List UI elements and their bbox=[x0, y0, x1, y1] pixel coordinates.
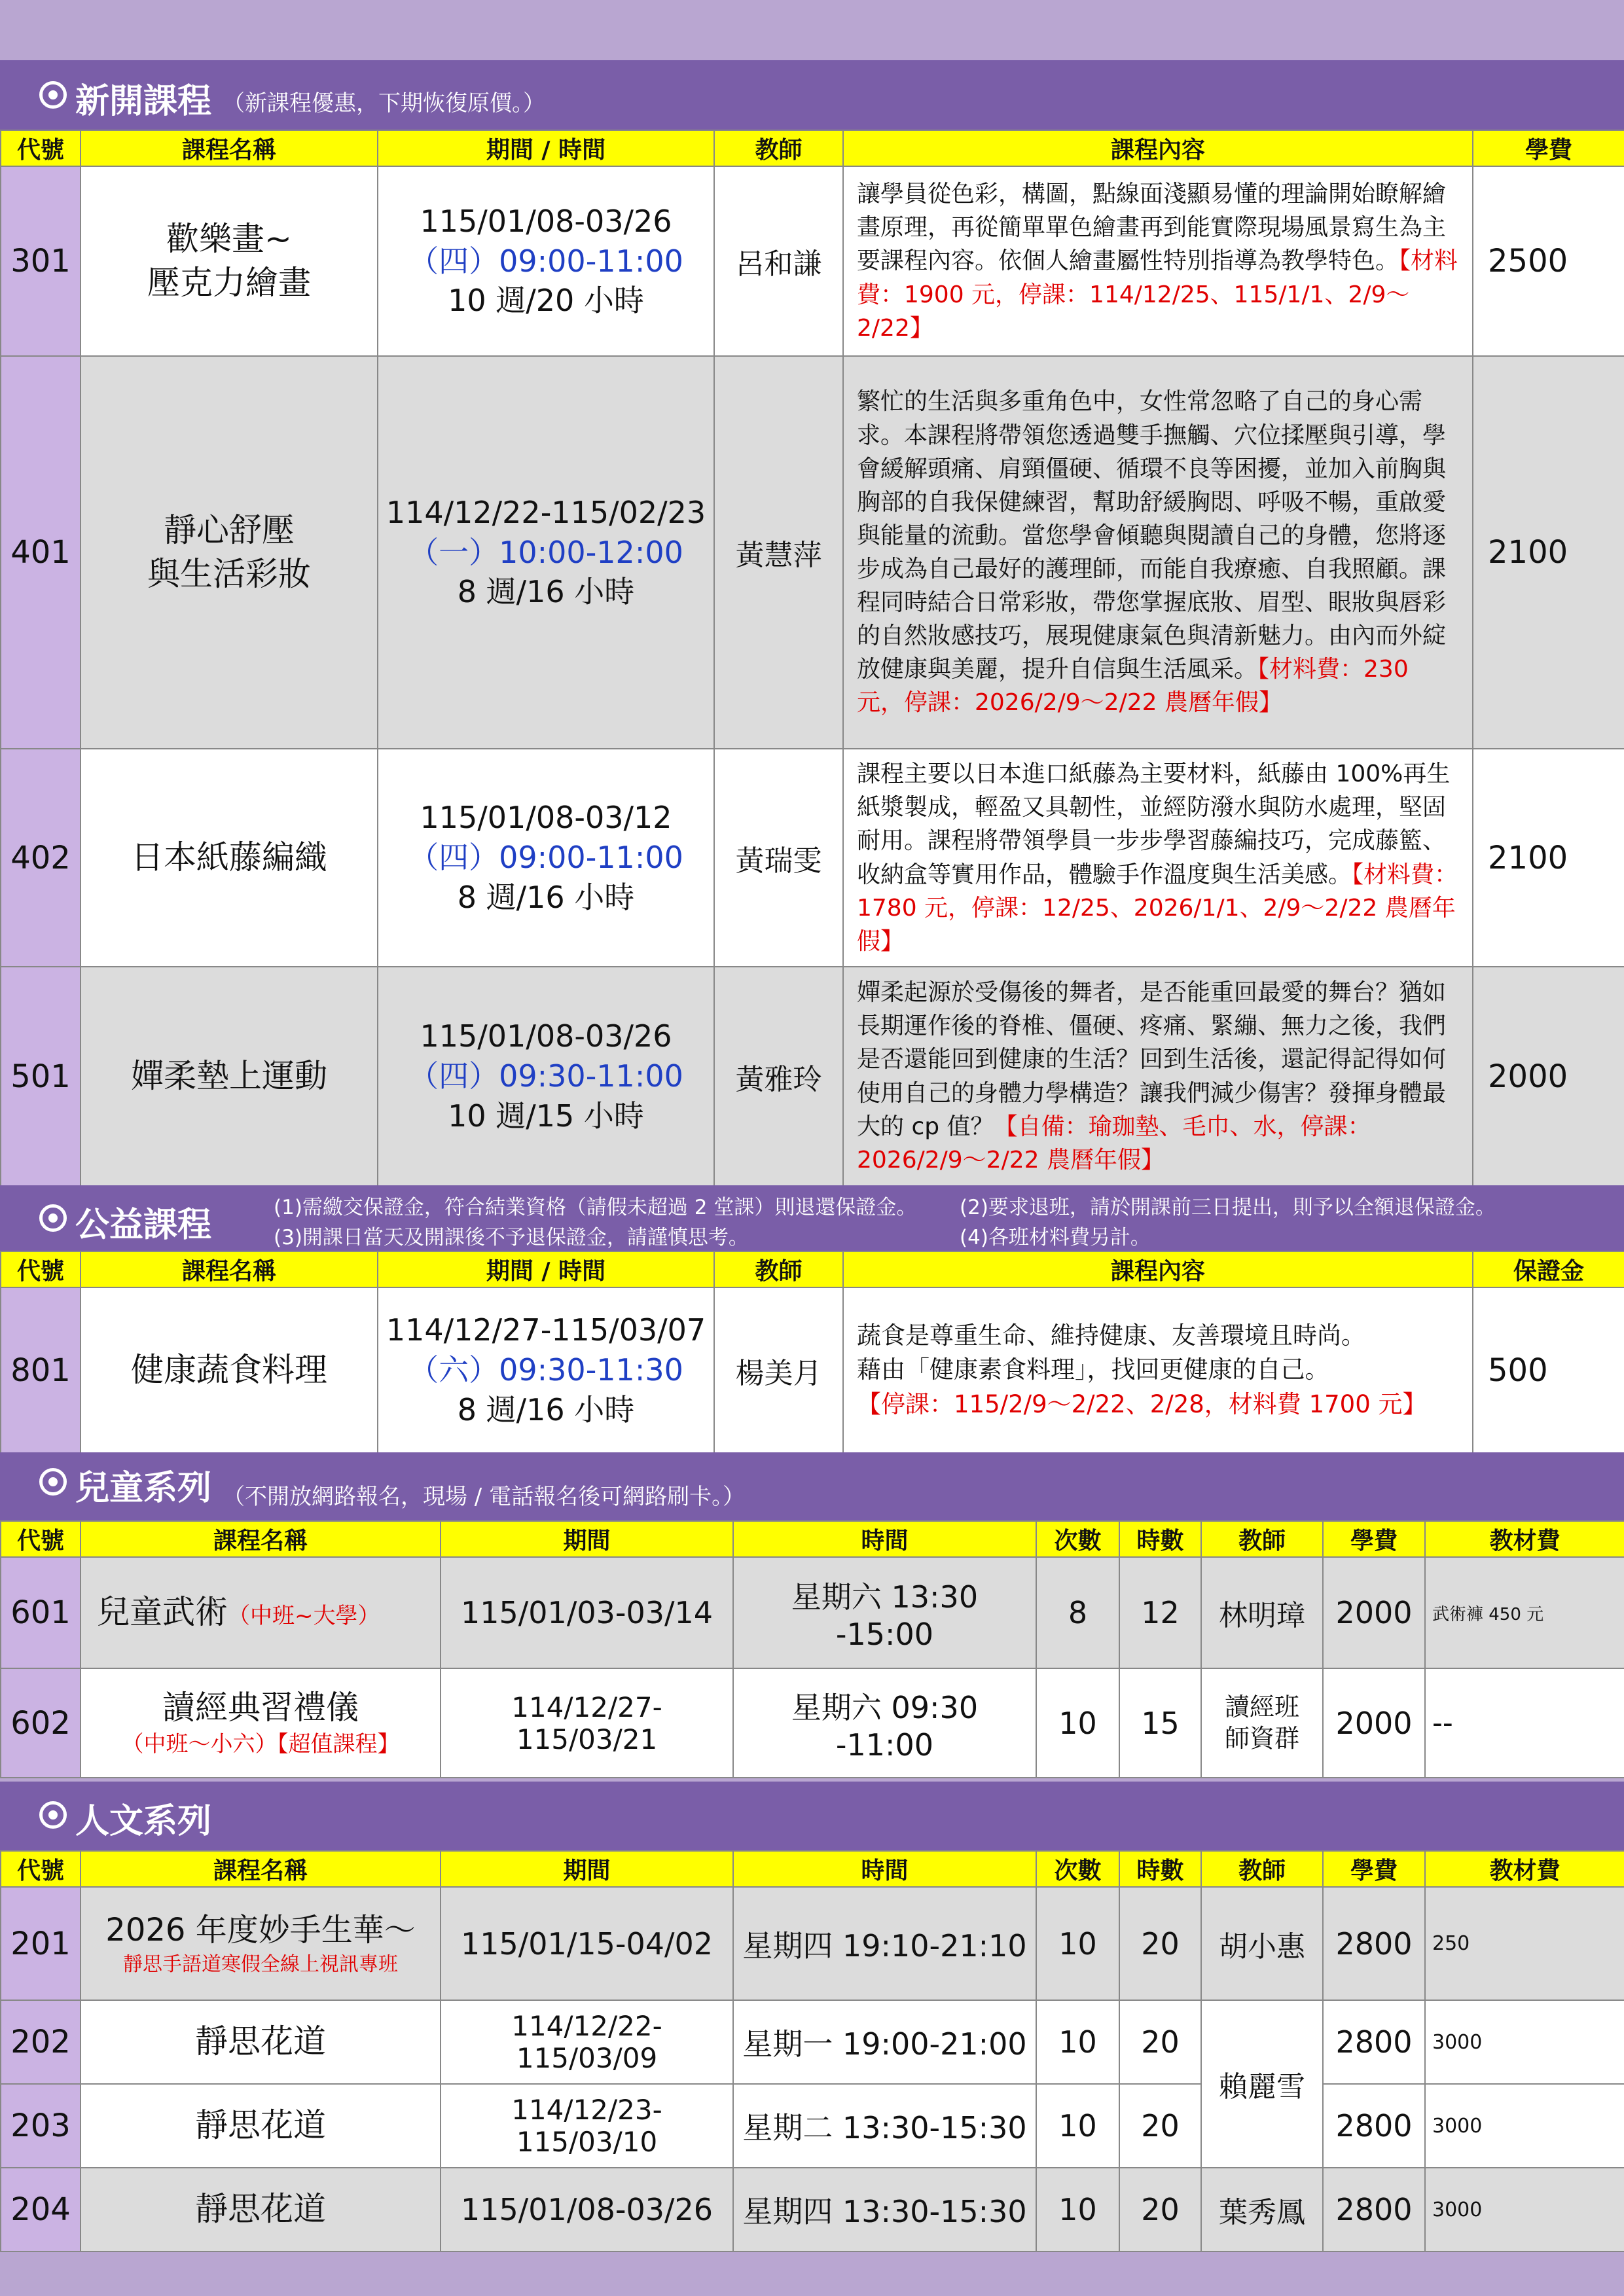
course-teacher: 黃雅玲 bbox=[714, 967, 843, 1186]
course-code: 801 bbox=[1, 1287, 81, 1453]
section-banner-charity bbox=[0, 1185, 1624, 1251]
course-fee: 2000 bbox=[1323, 1557, 1425, 1668]
course-period: 115/01/08-03/26 bbox=[441, 2168, 733, 2251]
header-content: 課程內容 bbox=[843, 130, 1473, 166]
course-hours: 20 bbox=[1119, 2168, 1201, 2251]
header-period: 期間 bbox=[441, 1521, 733, 1557]
course-period: 115/01/03-03/14 bbox=[441, 1557, 733, 1668]
course-hours: 12 bbox=[1119, 1557, 1201, 1668]
course-times: 8 bbox=[1036, 1557, 1119, 1668]
table-row bbox=[1, 1557, 1624, 1668]
course-name: 靜思花道 bbox=[81, 2168, 441, 2251]
header-fee: 學費 bbox=[1323, 1851, 1425, 1887]
course-code: 201 bbox=[1, 1887, 81, 2000]
course-teacher: 黃慧萍 bbox=[714, 356, 843, 749]
section-banner-humanities bbox=[0, 1782, 1624, 1850]
course-period: 114/12/22-115/03/09 bbox=[441, 2000, 733, 2084]
section-banner-new bbox=[0, 60, 1624, 130]
course-code: 601 bbox=[1, 1557, 81, 1668]
header-hours: 時數 bbox=[1119, 1521, 1201, 1557]
course-fee: 2100 bbox=[1473, 356, 1624, 749]
charity-note-4: (4)各班材料費另計。 bbox=[960, 1226, 1151, 1249]
header-period: 期間 / 時間 bbox=[378, 1251, 714, 1287]
table-row bbox=[1, 166, 1624, 356]
table-row bbox=[1, 1668, 1624, 1778]
course-teacher: 胡小惠 bbox=[1201, 1887, 1323, 2000]
section-title: 兒童系列 bbox=[75, 1469, 212, 1508]
course-teacher: 林明璋 bbox=[1201, 1557, 1323, 1668]
header-materials: 教材費 bbox=[1425, 1521, 1624, 1557]
course-teacher: 黃瑞雯 bbox=[714, 749, 843, 967]
section-title: 人文系列 bbox=[75, 1802, 212, 1841]
course-name: 兒童武術（中班~大學） bbox=[81, 1557, 441, 1668]
course-hours: 20 bbox=[1119, 2084, 1201, 2168]
course-materials: 250 bbox=[1425, 1887, 1624, 2000]
course-fee: 2800 bbox=[1323, 2084, 1425, 2168]
course-content: 蔬食是尊重生命、維持健康、友善環境且時尚。 藉由「健康素食料理」，找回更健康的自己。 【停課：115/2/9～2/22、2/28，材料費 1700 元】 bbox=[843, 1287, 1473, 1453]
course-code: 202 bbox=[1, 2000, 81, 2084]
course-teacher: 葉秀鳳 bbox=[1201, 2168, 1323, 2251]
course-materials: -- bbox=[1425, 1668, 1624, 1778]
course-fee: 2000 bbox=[1323, 1668, 1425, 1778]
course-code: 301 bbox=[1, 166, 81, 356]
course-period: 115/01/08-03/12 （四）09:00-11:00 8 週/16 小時 bbox=[378, 749, 714, 967]
table-row bbox=[1, 2084, 1624, 2168]
course-time: 星期六 09:30 -11:00 bbox=[733, 1668, 1036, 1778]
header-deposit: 保證金 bbox=[1473, 1251, 1624, 1287]
course-period: 115/01/15-04/02 bbox=[441, 1887, 733, 2000]
header-fee: 學費 bbox=[1473, 130, 1624, 166]
course-hours: 15 bbox=[1119, 1668, 1201, 1778]
section-title: 公益課程 bbox=[75, 1206, 212, 1245]
course-name: 嬋柔墊上運動 bbox=[81, 967, 378, 1186]
course-fee: 2100 bbox=[1473, 749, 1624, 967]
course-deposit: 500 bbox=[1473, 1287, 1624, 1453]
course-teacher: 呂和謙 bbox=[714, 166, 843, 356]
header-period: 期間 bbox=[441, 1851, 733, 1887]
course-materials: 3000 bbox=[1425, 2168, 1624, 2251]
course-period: 114/12/22-115/02/23 （一）10:00-12:00 8 週/16 小時 bbox=[378, 356, 714, 749]
course-code: 501 bbox=[1, 967, 81, 1186]
course-name: 2026 年度妙手生華～ 靜思手語道寒假全線上視訊專班 bbox=[81, 1887, 441, 2000]
header-fee: 學費 bbox=[1323, 1521, 1425, 1557]
course-fee: 2000 bbox=[1473, 967, 1624, 1186]
header-time: 時間 bbox=[733, 1521, 1036, 1557]
header-name: 課程名稱 bbox=[81, 1251, 378, 1287]
course-time: 星期二 13:30-15:30 bbox=[733, 2084, 1036, 2168]
section-note: （不開放網路報名，現場 / 電話報名後可網路刷卡。） bbox=[223, 1484, 746, 1510]
charity-note-1: (1)需繳交保證金，符合結業資格（請假未超過 2 堂課）則退還保證金。 bbox=[274, 1196, 917, 1219]
course-code: 602 bbox=[1, 1668, 81, 1778]
course-fee: 2500 bbox=[1473, 166, 1624, 356]
charity-note-2: (2)要求退班，請於開課前三日提出，則予以全額退保證金。 bbox=[960, 1196, 1496, 1219]
new-courses-table bbox=[0, 130, 1624, 1187]
humanities-courses-table bbox=[0, 1850, 1624, 2252]
course-times: 10 bbox=[1036, 2000, 1119, 2084]
course-times: 10 bbox=[1036, 2084, 1119, 2168]
table-row bbox=[1, 967, 1624, 1186]
table-row bbox=[1, 749, 1624, 967]
course-teacher: 賴麗雪 bbox=[1201, 2000, 1323, 2168]
charity-note-3: (3)開課日當天及開課後不予退保證金，請謹慎思考。 bbox=[274, 1226, 749, 1249]
course-code: 204 bbox=[1, 2168, 81, 2251]
header-code: 代號 bbox=[1, 1521, 81, 1557]
course-fee: 2800 bbox=[1323, 2168, 1425, 2251]
course-fee: 2800 bbox=[1323, 2000, 1425, 2084]
course-content: 嬋柔起源於受傷後的舞者，是否能重回最愛的舞台？猶如長期運作後的脊椎、僵硬、疼痛、緊繃、無力之後，我們是否還能回到健康的生活？回到生活後，還記得記得如何使用自己的身體力學構造？讓我們減少傷害？發揮身體最大的 cp 值？【自備：瑜珈墊、毛巾、水，停課：2026/2/9～2/22 農曆年假】 bbox=[843, 967, 1473, 1186]
section-title: 新開課程 bbox=[75, 82, 212, 121]
course-period: 114/12/23-115/03/10 bbox=[441, 2084, 733, 2168]
course-period: 114/12/27-115/03/21 bbox=[441, 1668, 733, 1778]
header-time: 時間 bbox=[733, 1851, 1036, 1887]
section-note: （新課程優惠，下期恢復原價。） bbox=[223, 90, 545, 117]
section-banner-kids bbox=[0, 1452, 1624, 1520]
table-row bbox=[1, 1887, 1624, 2000]
course-name: 靜心舒壓 與生活彩妝 bbox=[81, 356, 378, 749]
header-code: 代號 bbox=[1, 130, 81, 166]
header-name: 課程名稱 bbox=[81, 1521, 441, 1557]
header-code: 代號 bbox=[1, 1851, 81, 1887]
course-hours: 20 bbox=[1119, 2000, 1201, 2084]
course-name: 靜思花道 bbox=[81, 2084, 441, 2168]
course-times: 10 bbox=[1036, 2168, 1119, 2251]
table-row bbox=[1, 2168, 1624, 2251]
target-icon bbox=[39, 81, 67, 109]
course-content: 繁忙的生活與多重角色中，女性常忽略了自己的身心需求。本課程將帶領您透過雙手撫觸、穴位揉壓與引導，學會緩解頭痛、肩頸僵硬、循環不良等困擾，並加入前胸與胸部的自我保健練習，幫助舒緩胸悶、呼吸不暢，重啟愛與能量的流動。當您學會傾聽與閱讀自己的身體，您將逐步成為自己最好的護理師，而能自我療癒、自我照顧。課程同時結合日常彩妝，帶您掌握底妝、眉型、眼妝與唇彩的自然妝感技巧，展現健康氣色與清新魅力。由內而外綻放健康與美麗，提升自信與生活風采。【材料費：230 元，停課：2026/2/9～2/22 農曆年假】 bbox=[843, 356, 1473, 749]
header-times: 次數 bbox=[1036, 1521, 1119, 1557]
course-name: 健康蔬食料理 bbox=[81, 1287, 378, 1453]
course-times: 10 bbox=[1036, 1887, 1119, 2000]
course-time: 星期一 19:00-21:00 bbox=[733, 2000, 1036, 2084]
course-code: 401 bbox=[1, 356, 81, 749]
course-name: 靜思花道 bbox=[81, 2000, 441, 2084]
course-time: 星期四 19:10-21:10 bbox=[733, 1887, 1036, 2000]
header-name: 課程名稱 bbox=[81, 130, 378, 166]
course-materials: 3000 bbox=[1425, 2084, 1624, 2168]
header-teacher: 教師 bbox=[714, 1251, 843, 1287]
course-period: 115/01/08-03/26 （四）09:30-11:00 10 週/15 小時 bbox=[378, 967, 714, 1186]
header-times: 次數 bbox=[1036, 1851, 1119, 1887]
kids-courses-table bbox=[0, 1520, 1624, 1778]
header-name: 課程名稱 bbox=[81, 1851, 441, 1887]
target-icon bbox=[39, 1204, 67, 1232]
course-code: 402 bbox=[1, 749, 81, 967]
header-teacher: 教師 bbox=[1201, 1521, 1323, 1557]
header-teacher: 教師 bbox=[714, 130, 843, 166]
header-hours: 時數 bbox=[1119, 1851, 1201, 1887]
target-icon bbox=[39, 1801, 67, 1829]
course-time: 星期四 13:30-15:30 bbox=[733, 2168, 1036, 2251]
course-fee: 2800 bbox=[1323, 1887, 1425, 2000]
course-materials: 武術褲 450 元 bbox=[1425, 1557, 1624, 1668]
course-period: 114/12/27-115/03/07 （六）09:30-11:30 8 週/16 小時 bbox=[378, 1287, 714, 1453]
course-content: 課程主要以日本進口紙藤為主要材料，紙藤由 100%再生紙漿製成，輕盈又具韌性，並經防潑水與防水處理，堅固耐用。課程將帶領學員一步步學習藤編技巧，完成藤籃、收納盒等實用作品，體驗手作溫度與生活美感。【材料費：1780 元，停課：12/25、2026/1/1、2/9～2/22 農曆年假】 bbox=[843, 749, 1473, 967]
table-row bbox=[1, 1287, 1624, 1453]
course-teacher: 讀經班 師資群 bbox=[1201, 1668, 1323, 1778]
course-name: 讀經典習禮儀 （中班～小六）【超值課程】 bbox=[81, 1668, 441, 1778]
header-teacher: 教師 bbox=[1201, 1851, 1323, 1887]
table-row bbox=[1, 356, 1624, 749]
course-code: 203 bbox=[1, 2084, 81, 2168]
course-teacher: 楊美月 bbox=[714, 1287, 843, 1453]
header-code: 代號 bbox=[1, 1251, 81, 1287]
table-row bbox=[1, 2000, 1624, 2084]
header-materials: 教材費 bbox=[1425, 1851, 1624, 1887]
header-content: 課程內容 bbox=[843, 1251, 1473, 1287]
course-hours: 20 bbox=[1119, 1887, 1201, 2000]
course-time: 星期六 13:30 -15:00 bbox=[733, 1557, 1036, 1668]
header-period: 期間 / 時間 bbox=[378, 130, 714, 166]
target-icon bbox=[39, 1468, 67, 1496]
course-name: 日本紙藤編織 bbox=[81, 749, 378, 967]
course-times: 10 bbox=[1036, 1668, 1119, 1778]
course-period: 115/01/08-03/26 （四）09:00-11:00 10 週/20 小時 bbox=[378, 166, 714, 356]
charity-courses-table bbox=[0, 1251, 1624, 1454]
course-materials: 3000 bbox=[1425, 2000, 1624, 2084]
course-name: 歡樂畫~ 壓克力繪畫 bbox=[81, 166, 378, 356]
course-content: 讓學員從色彩，構圖，點線面淺顯易懂的理論開始瞭解繪畫原理，再從簡單單色繪畫再到能實際現場風景寫生為主要課程內容。依個人繪畫屬性特別指導為教學特色。【材料費：1900 元，停課：114/12/25、115/1/1、2/9～2/22】 bbox=[843, 166, 1473, 356]
